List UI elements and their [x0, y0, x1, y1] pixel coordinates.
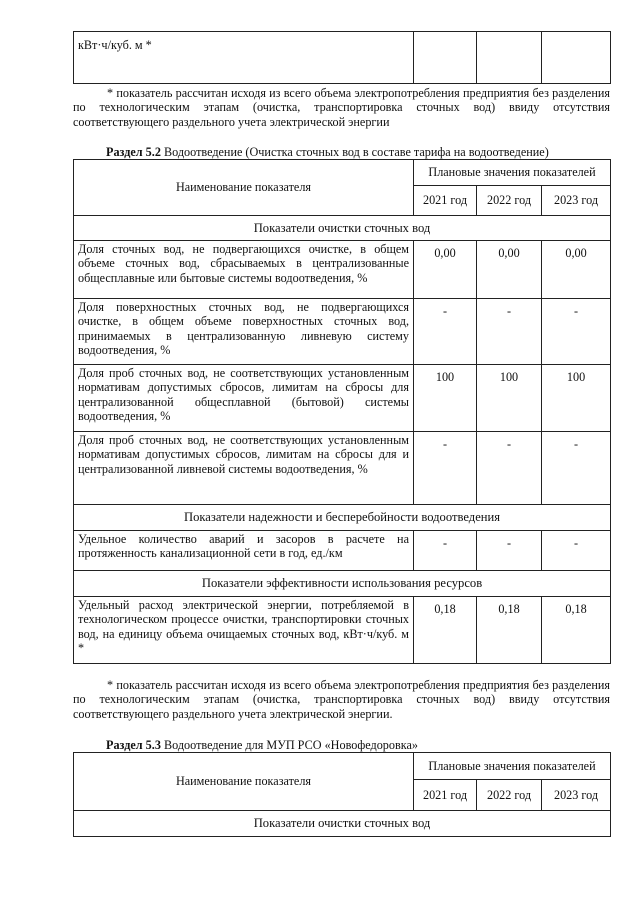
section-5-3-title-text: Водоотведение для МУП РСО «Новофедоровка» — [163, 738, 418, 752]
section-5-2-label: Раздел 5.2 — [106, 145, 161, 159]
group-efficiency: Показатели эффективности использования ресурсов — [74, 571, 611, 597]
section-5-3-label: Раздел 5.3 — [106, 738, 161, 752]
row-value-2021: 0,18 — [414, 597, 477, 664]
section-5-3-table — [73, 752, 611, 837]
table-row — [74, 531, 611, 571]
row-name: Доля сточных вод, не подвергающихся очистке, в общем объеме сточных вод, сбрасываемых в централизованные общесплавные или бытовые системы водоотведения, % — [74, 241, 414, 299]
row-value-2022: - — [477, 432, 542, 505]
header-year-2023: 2023 год — [542, 780, 611, 811]
header-year-2022: 2022 год — [477, 186, 542, 216]
row-name: Доля проб сточных вод, не соответствующих установленным нормативам допустимых сбросов, лимитам на сбросы для и централизованной ливневой системы водоотведения, % — [74, 432, 414, 505]
row-name: Удельный расход электрической энергии, потребляемой в технологическом процессе очистки, транспортировки сточных вод, на единицу объема очищаемых сточных вод, кВт·ч/куб. м * — [74, 597, 414, 664]
header-indicator-name: Наименование показателя — [74, 753, 414, 811]
section-5-3-title — [106, 738, 418, 752]
header-year-2021: 2021 год — [414, 186, 477, 216]
row-value-2022: 0,18 — [477, 597, 542, 664]
header-year-2022: 2022 год — [477, 780, 542, 811]
section-5-2-title — [106, 145, 549, 159]
row-value-2021: - — [414, 299, 477, 365]
row-value-2022: 0,00 — [477, 241, 542, 299]
row-value-2023: 0,00 — [542, 241, 611, 299]
header-plan-values: Плановые значения показателей — [414, 160, 611, 186]
row-value-2021: 100 — [414, 365, 477, 432]
section-5-2-table — [73, 159, 611, 664]
row-value-2023: 0,18 — [542, 597, 611, 664]
table-row — [74, 299, 611, 365]
footnote-2: * показатель рассчитан исходя из всего объема электропотребления предприятия без разделения по технологическим этапам (очистка, транспортировка сточных вод) ввиду отсутствия соответствующего раздельного учета электрической энергии. — [73, 678, 610, 721]
row-value-2021: 0,00 — [414, 241, 477, 299]
top-table-cell-2022 — [477, 32, 542, 84]
table-row — [74, 432, 611, 505]
group-cleaning: Показатели очистки сточных вод — [74, 811, 611, 837]
row-name: Доля проб сточных вод, не соответствующих установленным нормативам допустимых сбросов, лимитам на сбросы для централизованной общесплавной (бытовой) системы водоотведения, % — [74, 365, 414, 432]
footnote-1: * показатель рассчитан исходя из всего объема электропотребления предприятия без разделения по технологическим этапам (очистка, транспортировка сточных вод) ввиду отсутствия соответствующего раздельного учета электрической энергии — [73, 86, 610, 129]
row-value-2023: - — [542, 299, 611, 365]
table-row — [74, 241, 611, 299]
row-value-2023: 100 — [542, 365, 611, 432]
group-cleaning: Показатели очистки сточных вод — [74, 216, 611, 241]
group-reliability: Показатели надежности и бесперебойности водоотведения — [74, 505, 611, 531]
top-table-fragment — [73, 31, 611, 84]
row-value-2022: 100 — [477, 365, 542, 432]
row-name: Доля поверхностных сточных вод, не подвергающихся очистке, в общем объеме поверхностных сточных вод, принимаемых в централизованную ливневую систему водоотведения, % — [74, 299, 414, 365]
section-5-2-title-text: Водоотведение (Очистка сточных вод в составе тарифа на водоотведение) — [163, 145, 549, 159]
header-indicator-name: Наименование показателя — [74, 160, 414, 216]
row-value-2023: - — [542, 531, 611, 571]
row-value-2023: - — [542, 432, 611, 505]
row-value-2021: - — [414, 531, 477, 571]
row-name: Удельное количество аварий и засоров в расчете на протяженность канализационной сети в год, ед./км — [74, 531, 414, 571]
top-table-cell-2021 — [414, 32, 477, 84]
top-table-cell-text: кВт·ч/куб. м * — [74, 32, 414, 84]
header-year-2021: 2021 год — [414, 780, 477, 811]
table-row — [74, 365, 611, 432]
top-table-cell-2023 — [542, 32, 611, 84]
table-row — [74, 597, 611, 664]
row-value-2022: - — [477, 299, 542, 365]
row-value-2021: - — [414, 432, 477, 505]
header-plan-values: Плановые значения показателей — [414, 753, 611, 780]
row-value-2022: - — [477, 531, 542, 571]
header-year-2023: 2023 год — [542, 186, 611, 216]
